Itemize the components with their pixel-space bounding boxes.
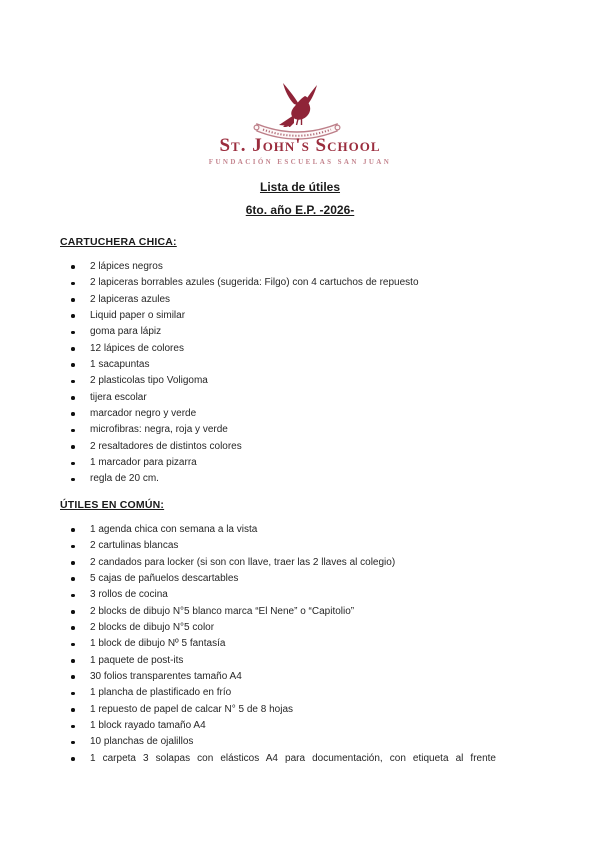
list-item: 1 block de dibujo Nº 5 fantasía xyxy=(60,636,550,652)
list-item: 2 resaltadores de distintos colores xyxy=(60,439,550,455)
list-item: goma para lápiz xyxy=(60,324,550,340)
list-item: 5 cajas de pañuelos descartables xyxy=(60,571,550,587)
list-item: microfibras: negra, roja y verde xyxy=(60,422,550,438)
list-item: 1 block rayado tamaño A4 xyxy=(60,718,550,734)
list-item: Liquid paper o similar xyxy=(60,308,550,324)
list-item: 1 carpeta 3 solapas con elásticos A4 para documentación, con etiqueta al frente xyxy=(60,751,496,767)
school-name: St. John's School xyxy=(219,135,381,156)
list-item: 12 lápices de colores xyxy=(60,341,550,357)
school-subtitle: FUNDACIÓN ESCUELAS SAN JUAN xyxy=(208,158,392,166)
list-item: 3 rollos de cocina xyxy=(60,587,550,603)
list-item: 1 sacapuntas xyxy=(60,357,550,373)
list-item: 1 marcador para pizarra xyxy=(60,455,550,471)
list-item: marcador negro y verde xyxy=(60,406,550,422)
list-item: 2 lapiceras azules xyxy=(60,292,550,308)
list-item: regla de 20 cm. xyxy=(60,471,550,487)
list-item: 30 folios transparentes tamaño A4 xyxy=(60,669,550,685)
list-item: 1 agenda chica con semana a la vista xyxy=(60,522,550,538)
list-item: 1 paquete de post-its xyxy=(60,653,550,669)
cartuchera-item-list xyxy=(60,259,550,488)
list-item: 2 plasticolas tipo Voligoma xyxy=(60,373,550,389)
section-heading-cartuchera: CARTUCHERA CHICA: xyxy=(60,236,177,248)
document-title: Lista de útiles xyxy=(259,180,341,194)
list-item: 2 blocks de dibujo N°5 color xyxy=(60,620,550,636)
list-item: 10 planchas de ojalillos xyxy=(60,734,550,750)
list-item: 2 cartulinas blancas xyxy=(60,538,550,554)
section-heading-utiles-comun: ÚTILES EN COMÚN: xyxy=(60,499,165,511)
utiles-comun-item-list xyxy=(60,522,550,767)
list-item: 1 plancha de plastificado en frío xyxy=(60,685,550,701)
list-item: 2 lapiceras borrables azules (sugerida: Filgo) con 4 cartuchos de repuesto xyxy=(60,275,550,291)
list-item: 2 lápices negros xyxy=(60,259,550,275)
list-item: tijera escolar xyxy=(60,390,550,406)
document-grade-year: 6to. año E.P. -2026- xyxy=(245,203,355,217)
list-item: 2 blocks de dibujo N°5 blanco marca “El Nene” o “Capitolio” xyxy=(60,604,550,620)
list-item: 1 repuesto de papel de calcar N° 5 de 8 hojas xyxy=(60,702,550,718)
list-item: 2 candados para locker (si son con llave, traer las 2 llaves al colegio) xyxy=(60,555,550,571)
